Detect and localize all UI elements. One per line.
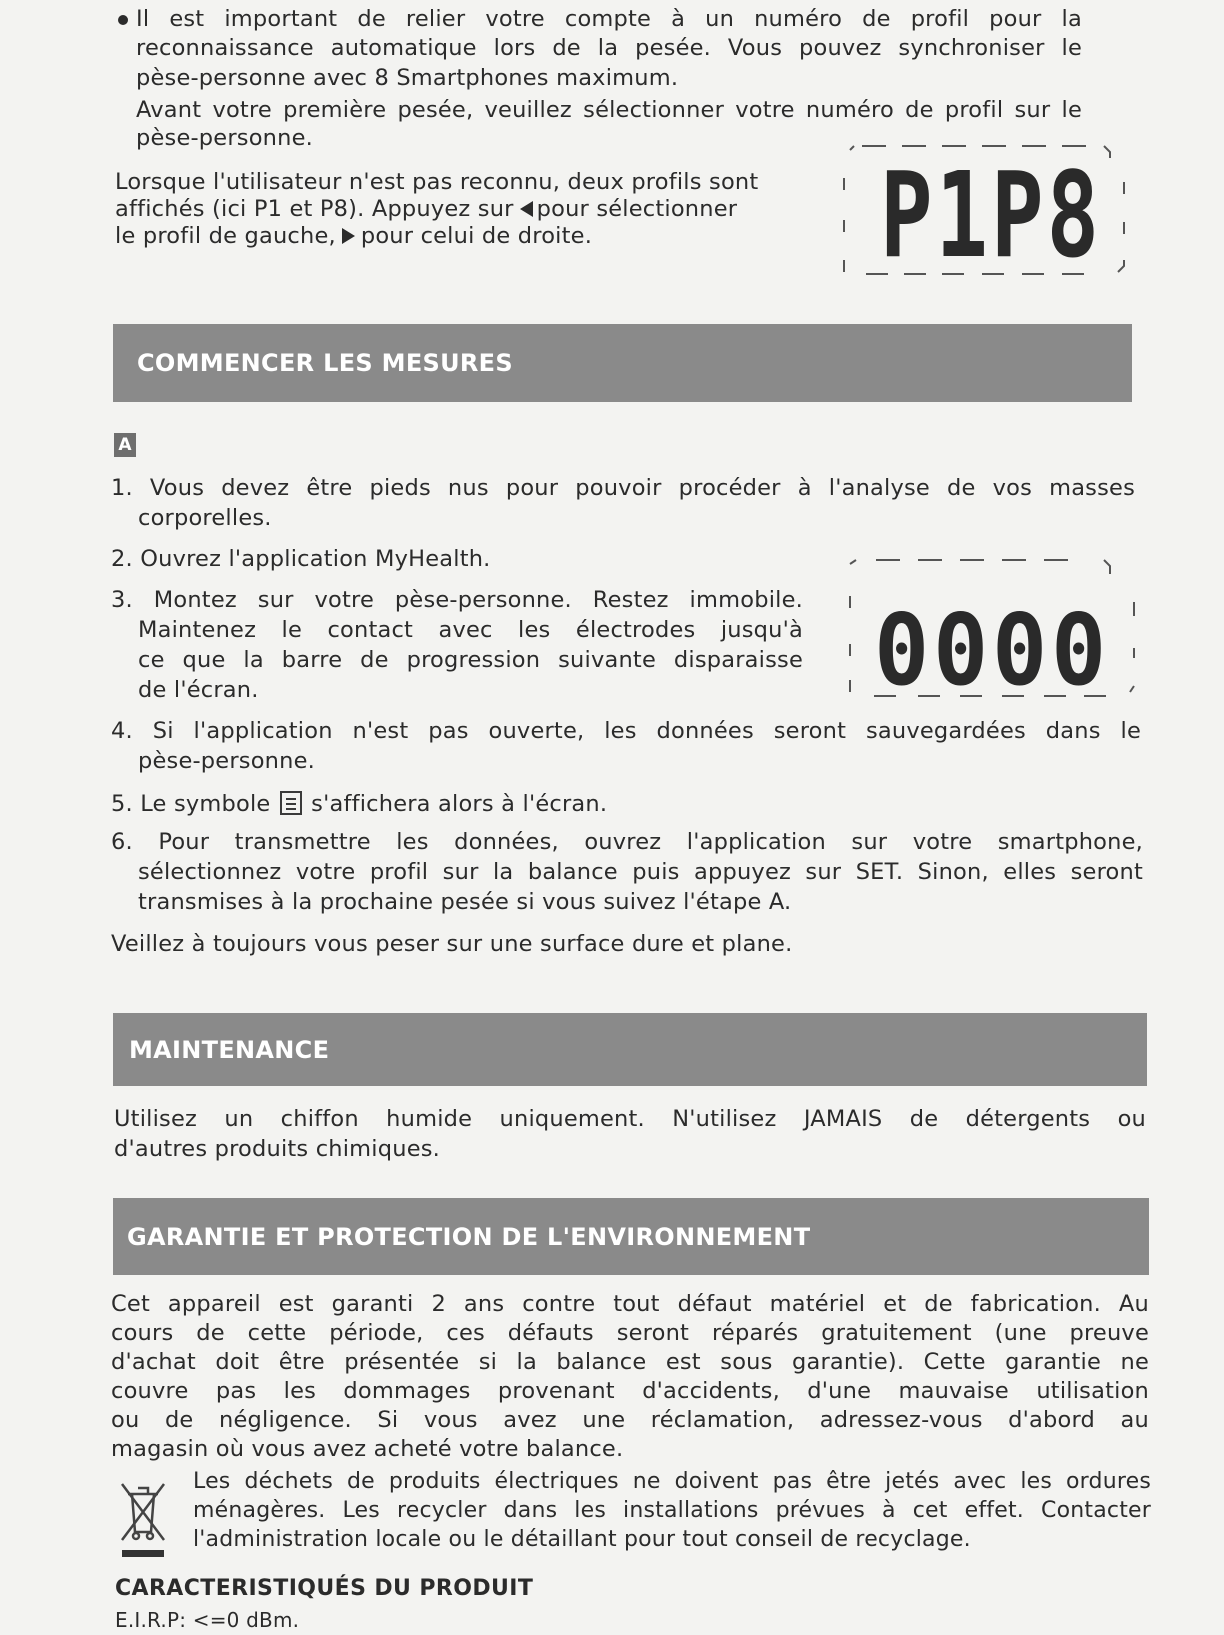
lcd-profile-text: P1P8 [880, 146, 1102, 284]
triangle-right-icon [342, 228, 355, 244]
step-5-line [111, 789, 607, 819]
triangle-left-icon [520, 201, 533, 217]
step-2-line: 2. Ouvrez l'application MyHealth. [111, 546, 491, 572]
section-title: GARANTIE ET PROTECTION DE L'ENVIRONNEMENT [127, 1222, 811, 1251]
warranty-line: cours de cette période, ces défauts seront réparés gratuitement (une preuve [111, 1320, 1149, 1346]
warranty-line: magasin où vous avez acheté votre balance. [111, 1436, 624, 1462]
warranty-line: ou de négligence. Si vous avez une réclamation, adressez-vous d'abord au [111, 1407, 1149, 1433]
step-3-line: ce que la barre de progression suivante disparaisse [138, 647, 803, 673]
unrecognized-line [115, 221, 592, 251]
bullet-dot [118, 15, 128, 25]
maintenance-line: d'autres produits chimiques. [114, 1136, 441, 1162]
warranty-line: d'achat doit être présentée si la balance est sous garantie). Cette garantie ne [111, 1349, 1149, 1375]
intro-bullet-line: pèse-personne avec 8 Smartphones maximum. [136, 65, 679, 91]
section-header-maintenance [113, 1013, 1147, 1086]
step-6-line: transmises à la prochaine pesée si vous suivez l'étape A. [138, 889, 792, 915]
step-6-line: sélectionnez votre profil sur la balance puis appuyez sur SET. Sinon, elles seront [138, 859, 1143, 885]
step-6-line: 6. Pour transmettre les données, ouvrez l'application sur votre smartphone, [111, 829, 1143, 855]
section-title: COMMENCER LES MESURES [137, 349, 513, 377]
maintenance-line: Utilisez un chiffon humide uniquement. N'utilisez JAMAIS de détergents ou [114, 1106, 1146, 1132]
recycle-line: ménagères. Les recycler dans les installations prévues à cet effet. Contacter [193, 1498, 1151, 1523]
warranty-line: couvre pas les dommages provenant d'accidents, d'une mauvaise utilisation [111, 1378, 1149, 1404]
unrecognized-line [115, 194, 737, 224]
intro-before-line: pèse-personne. [136, 125, 313, 151]
measures-note: Veillez à toujours vous peser sur une surface dure et plane. [111, 931, 793, 957]
section-header-measures [113, 324, 1132, 402]
unrecognized-text: affichés (ici P1 et P8). Appuyez sur [115, 196, 514, 222]
step-3-line: de l'écran. [138, 677, 259, 703]
unrecognized-line: Lorsque l'utilisateur n'est pas reconnu, deux profils sont [115, 169, 759, 195]
step-1-line: corporelles. [138, 505, 272, 531]
intro-bullet-line: reconnaissance automatique lors de la pesée. Vous pouvez synchroniser le [136, 35, 1082, 61]
lcd-profile-display [842, 142, 1132, 284]
step-1-line: 1. Vous devez être pieds nus pour pouvoir procéder à l'analyse de vos masses [111, 475, 1135, 501]
specs-title: CARACTERISTIQUÉS DU PRODUIT [115, 1576, 534, 1601]
intro-bullet-line: Il est important de relier votre compte à un numéro de profil pour la [136, 6, 1082, 32]
unrecognized-text: pour sélectionner [536, 196, 738, 222]
step-3-line: 3. Montez sur votre pèse-personne. Restez immobile. [111, 587, 803, 613]
crossed-bin-icon [118, 1478, 168, 1558]
unrecognized-text: pour celui de droite. [360, 223, 593, 249]
step-5-text: s'affichera alors à l'écran. [311, 791, 608, 817]
step-4-line: 4. Si l'application n'est pas ouverte, les données seront sauvegardées dans le [111, 718, 1141, 744]
step-5-text: 5. Le symbole [111, 791, 271, 817]
section-title: MAINTENANCE [129, 1035, 330, 1064]
warranty-line: Cet appareil est garanti 2 ans contre tout défaut matériel et de fabrication. Au [111, 1291, 1149, 1317]
unrecognized-text: le profil de gauche, [115, 223, 336, 249]
step-letter-badge: A [114, 433, 136, 457]
recycle-line: l'administration locale ou le détaillant pour tout conseil de recyclage. [193, 1527, 971, 1552]
lcd-progress-text: 0000 [874, 594, 1110, 708]
lcd-progress-display [846, 552, 1140, 708]
step-3-line: Maintenez le contact avec les électrodes jusqu'à [138, 617, 803, 643]
step-4-line: pèse-personne. [138, 748, 315, 774]
memory-symbol-icon [280, 791, 302, 815]
recycle-line: Les déchets de produits électriques ne doivent pas être jetés avec les ordures [193, 1469, 1151, 1494]
section-header-warranty [113, 1198, 1149, 1275]
specs-eirp: E.I.R.P: <=0 dBm. [115, 1608, 300, 1632]
intro-before-line: Avant votre première pesée, veuillez sélectionner votre numéro de profil sur le [136, 97, 1082, 123]
